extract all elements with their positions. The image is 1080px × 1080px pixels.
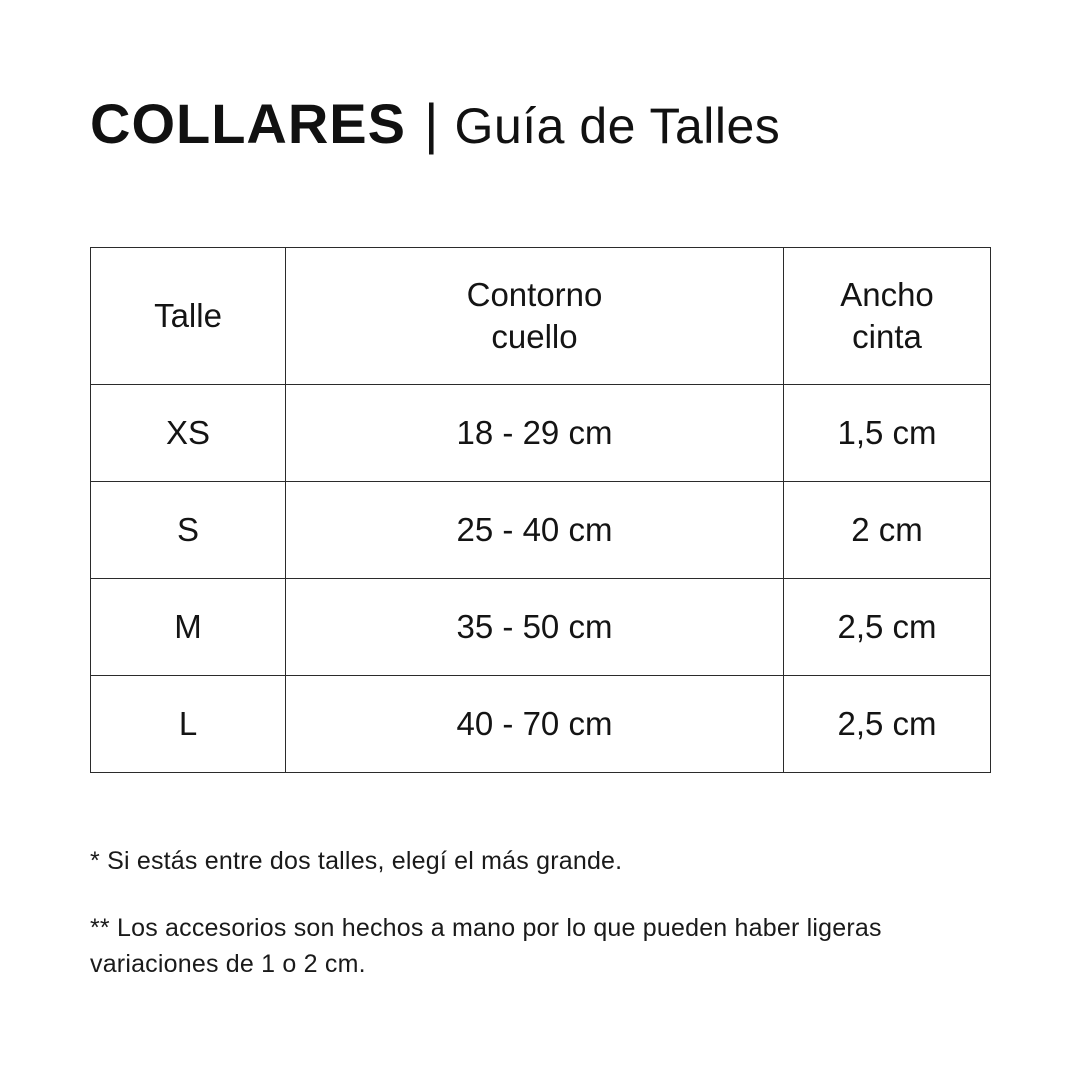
note-double-asterisk: ** Los accesorios son hechos a mano por lo que pueden haber ligeras variaciones de 1 o 2 cm. <box>90 913 882 978</box>
table-row <box>91 579 991 676</box>
cell-talle: XS <box>91 385 286 482</box>
notes-section <box>90 843 970 982</box>
column-header-ancho-cinta <box>784 248 991 385</box>
cell-ancho: 2,5 cm <box>784 676 991 773</box>
cell-ancho: 1,5 cm <box>784 385 991 482</box>
title-main-text: COLLARES <box>90 92 406 155</box>
size-chart-table <box>90 247 991 773</box>
column-header-ancho-line2: cinta <box>852 318 922 356</box>
cell-ancho: 2 cm <box>784 482 991 579</box>
cell-talle: L <box>91 676 286 773</box>
column-header-talle: Talle <box>91 248 286 385</box>
cell-ancho: 2,5 cm <box>784 579 991 676</box>
title-separator: | <box>424 92 439 155</box>
table-row <box>91 385 991 482</box>
cell-talle: M <box>91 579 286 676</box>
cell-contorno: 18 - 29 cm <box>286 385 784 482</box>
title-subtitle-text: Guía de Talles <box>454 98 781 154</box>
column-header-ancho-line1: Ancho <box>840 276 934 313</box>
table-row <box>91 482 991 579</box>
column-header-contorno-line2: cuello <box>491 318 578 356</box>
page-title <box>90 0 990 155</box>
column-header-contorno-cuello <box>286 248 784 385</box>
column-header-contorno-line1: Contorno <box>466 276 603 313</box>
cell-contorno: 40 - 70 cm <box>286 676 784 773</box>
table-header-row <box>91 248 991 385</box>
cell-contorno: 25 - 40 cm <box>286 482 784 579</box>
cell-talle: S <box>91 482 286 579</box>
note-single-asterisk: * Si estás entre dos talles, elegí el más grande. <box>90 847 623 876</box>
table-row <box>91 676 991 773</box>
table-body <box>91 385 991 773</box>
cell-contorno: 35 - 50 cm <box>286 579 784 676</box>
table-header <box>91 248 991 385</box>
